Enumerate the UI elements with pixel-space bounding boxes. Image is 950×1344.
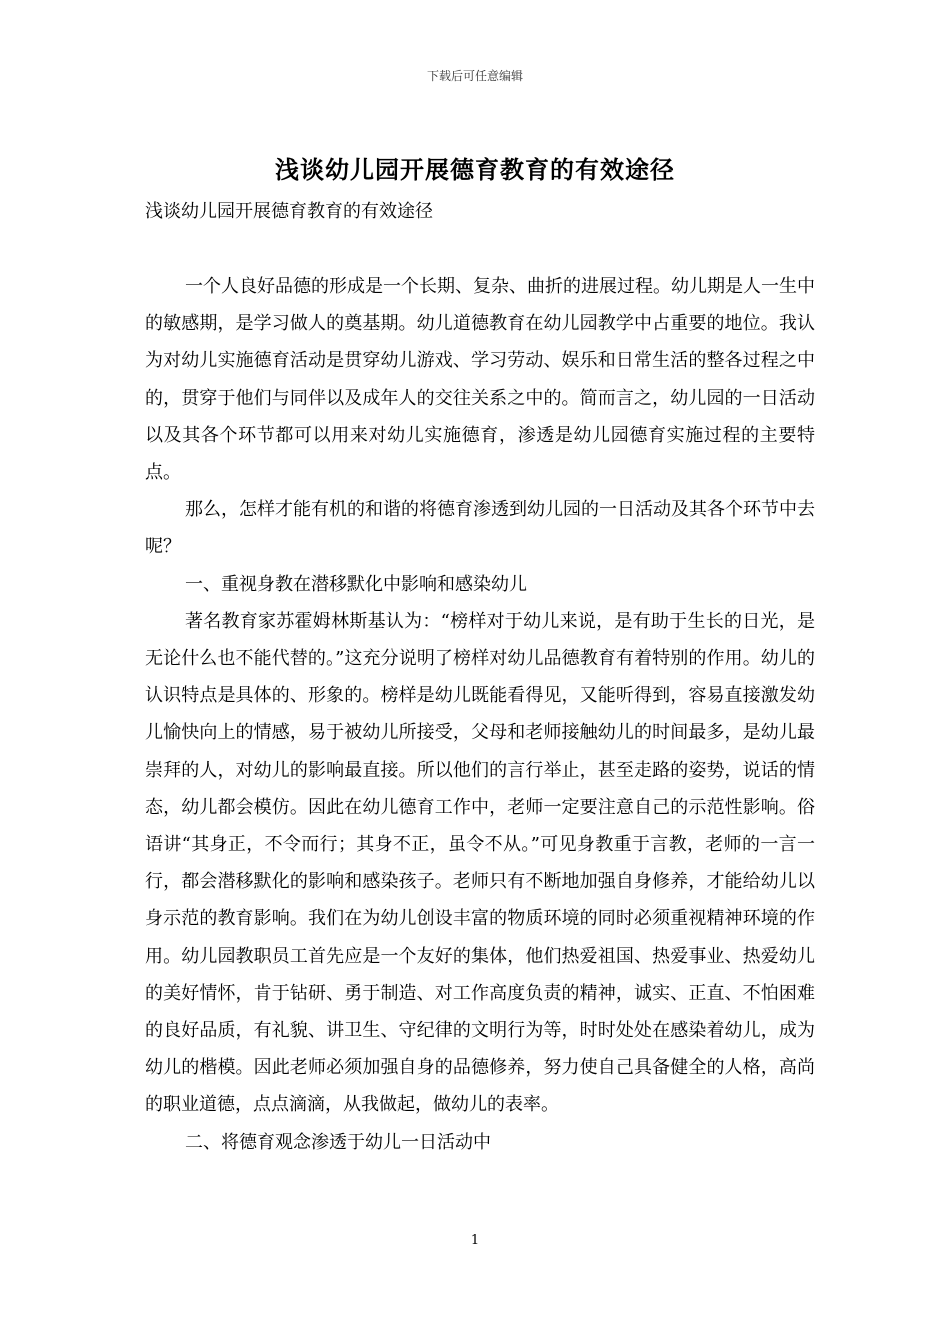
section-heading-2: 二、将德育观念渗透于幼儿一日活动中 bbox=[185, 1131, 491, 1153]
page-header: 下载后可任意编辑 bbox=[426, 69, 523, 83]
document-subtitle: 浅谈幼儿园开展德育教育的有效途径 bbox=[145, 201, 433, 222]
paragraph-section-1: 著名教育家苏霍姆林斯基认为：“榜样对于幼儿来说，是有助于生长的日光，是无论什么也不能代替的。”这充分说明了榜样对幼儿品德教育有着特别的作用。幼儿的认识特点是具体的、形象的。榜样是幼儿既能看得见，又能听得到，容易直接激发幼儿愉快向上的情感，易于被幼儿所接受，父母和老师接触幼儿的时间最多，是幼儿最崇拜的人，对幼儿的影响最直接。所以他们的言行举止，甚至走路的姿势，说话的情态，幼儿都会模仿。因此在幼儿德育工作中，老师一定要注意自己的示范性影响。俗语讲“其身正，不令而行；其身不正，虽令不从。”可见身教重于言教，老师的一言一行，都会潜移默化的影响和感染孩子。老师只有不断地加强自身修养，才能给幼儿以身示范的教育影响。我们在为幼儿创设丰富的物质环境的同时必须重视精神环境的作用。幼儿园教职员工首先应是一个友好的集体，他们热爱祖国、热爱事业、热爱幼儿的美好情怀，肯于钻研、勇于制造、对工作高度负责的精神，诚实、正直、不怕困难的良好品质，有礼貌、讲卫生、守纪律的文明行为等，时时处处在感染着幼儿，成为幼儿的楷模。因此老师必须加强自身的品德修养，努力使自己具备健全的人格，高尚的职业道德，点点滴滴，从我做起，做幼儿的表率。 bbox=[145, 610, 815, 1116]
document-body bbox=[145, 268, 815, 1161]
paragraph-intro: 一个人良好品德的形成是一个长期、复杂、曲折的进展过程。幼儿期是人一生中的敏感期，是学习做人的奠基期。幼儿道德教育在幼儿园教学中占重要的地位。我认为对幼儿实施德育活动是贯穿幼儿游戏、学习劳动、娱乐和日常生活的整各过程之中的，贯穿于他们与同伴以及成年人的交往关系之中的。简而言之，幼儿园的一日活动以及其各个环节都可以用来对幼儿实施德育，渗透是幼儿园德育实施过程的主要特点。 bbox=[145, 276, 815, 484]
document-title: 浅谈幼儿园开展德育教育的有效途径 bbox=[275, 155, 675, 184]
section-heading-1: 一、重视身教在潜移默化中影响和感染幼儿 bbox=[185, 573, 527, 595]
page-number: 1 bbox=[470, 1233, 480, 1248]
paragraph-question: 那么，怎样才能有机的和谐的将德育渗透到幼儿园的一日活动及其各个环节中去呢？ bbox=[145, 499, 815, 558]
